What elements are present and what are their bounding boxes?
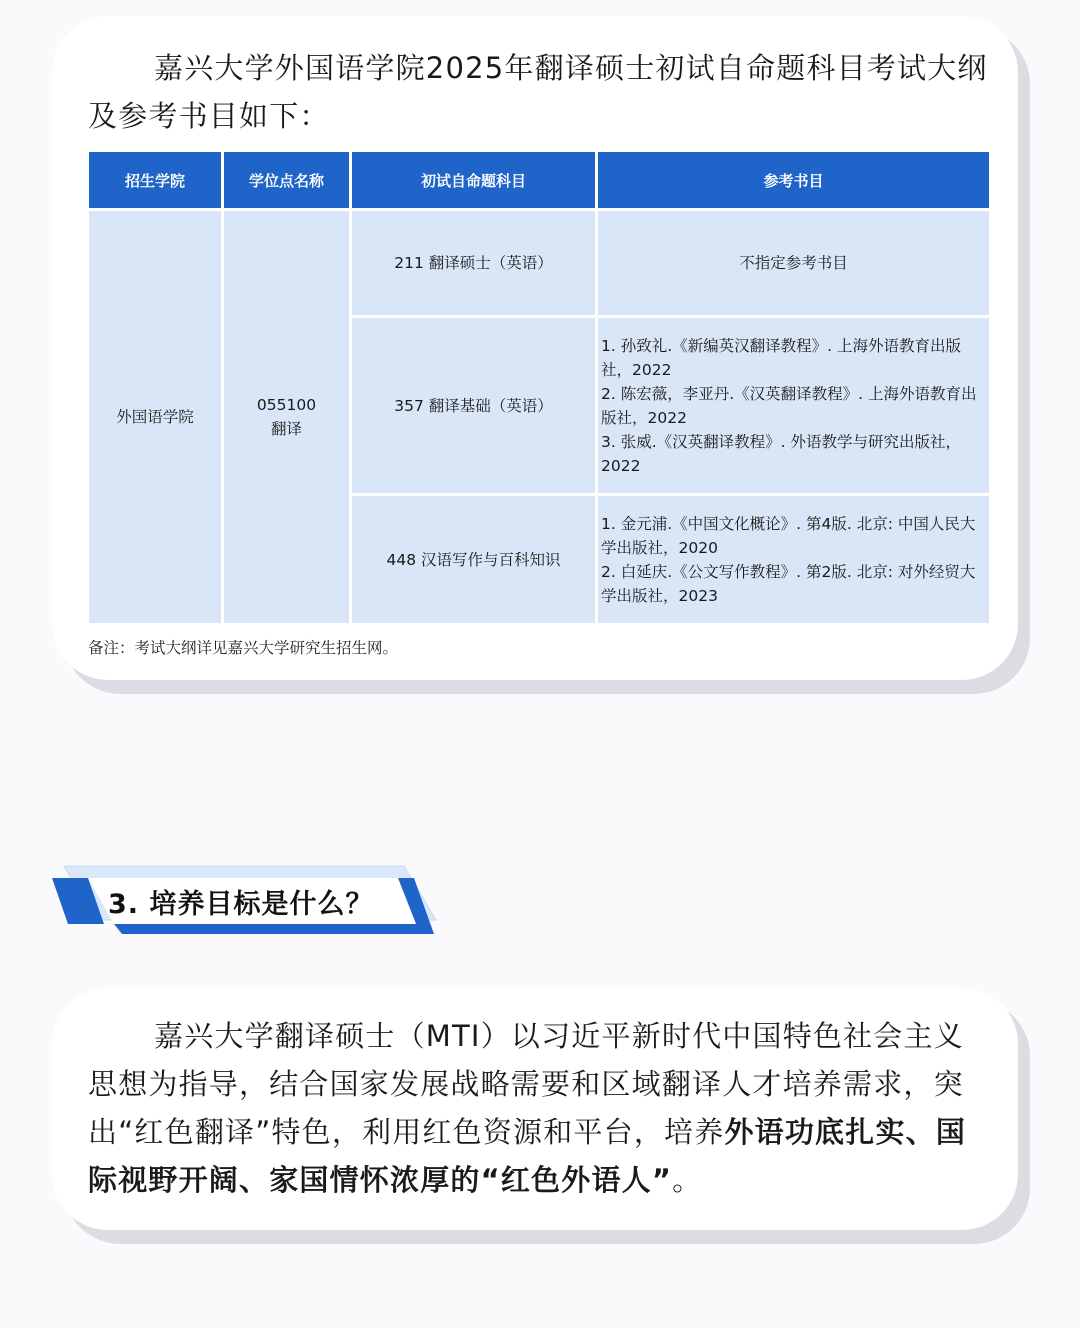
intro-paragraph: 嘉兴大学外国语学院2025年翻译硕士初试自命题科目考试大纲及参考书目如下： — [88, 51, 988, 133]
header-references: 参考书目 — [598, 152, 989, 208]
reference-item: 3. 张威.《汉英翻译教程》. 外语教学与研究出版社，2022 — [601, 432, 961, 475]
references-cell: 不指定参考书目 — [598, 211, 989, 315]
header-college: 招生学院 — [89, 152, 221, 208]
reference-item: 1. 孙致礼.《新编英汉翻译教程》. 上海外语教育出版社，2022 — [601, 336, 961, 379]
references-cell — [598, 496, 989, 623]
header-program: 学位点名称 — [224, 152, 349, 208]
table-remark: 备注：考试大纲详见嘉兴大学研究生招生网。 — [88, 639, 399, 657]
program-code: 055100 — [256, 396, 317, 414]
reference-item: 2. 白延庆.《公文写作教程》. 第2版. 北京: 对外经贸大学出版社，2023 — [601, 562, 976, 605]
subject-cell: 211 翻译硕士（英语） — [352, 211, 595, 315]
section-title: 3. 培养目标是什么？ — [108, 889, 374, 920]
table-row — [89, 211, 989, 315]
subject-cell: 448 汉语写作与百科知识 — [352, 496, 595, 623]
college-cell: 外国语学院 — [89, 211, 221, 623]
goal-text: 嘉兴大学翻译硕士（MTI）以习近平新时代中国特色社会主义思想为指导，结合国家发展战略需要和区域翻译人才培养需求，突出“红色翻译”特色，利用红色资源和平台，培养 — [88, 1019, 964, 1149]
program-name: 翻译 — [270, 420, 302, 438]
program-cell — [224, 211, 349, 623]
table-header-row — [89, 152, 989, 208]
reference-item: 1. 金元浦.《中国文化概论》. 第4版. 北京: 中国人民大学出版社，2020 — [601, 514, 976, 557]
subject-cell: 357 翻译基础（英语） — [352, 318, 595, 493]
exam-subject-table — [86, 149, 992, 626]
goal-text-emphasis: 外语功底扎实、国际视野开阔、家国情怀浓厚的“红色外语人” — [88, 1115, 967, 1197]
section-heading — [52, 862, 442, 936]
header-subject: 初试自命题科目 — [352, 152, 595, 208]
goal-text-end: 。 — [672, 1163, 703, 1197]
goal-paragraph — [88, 1012, 988, 1204]
references-cell — [598, 318, 989, 493]
reference-item: 2. 陈宏薇，李亚丹.《汉英翻译教程》. 上海外语教育出版社，2022 — [601, 384, 977, 427]
